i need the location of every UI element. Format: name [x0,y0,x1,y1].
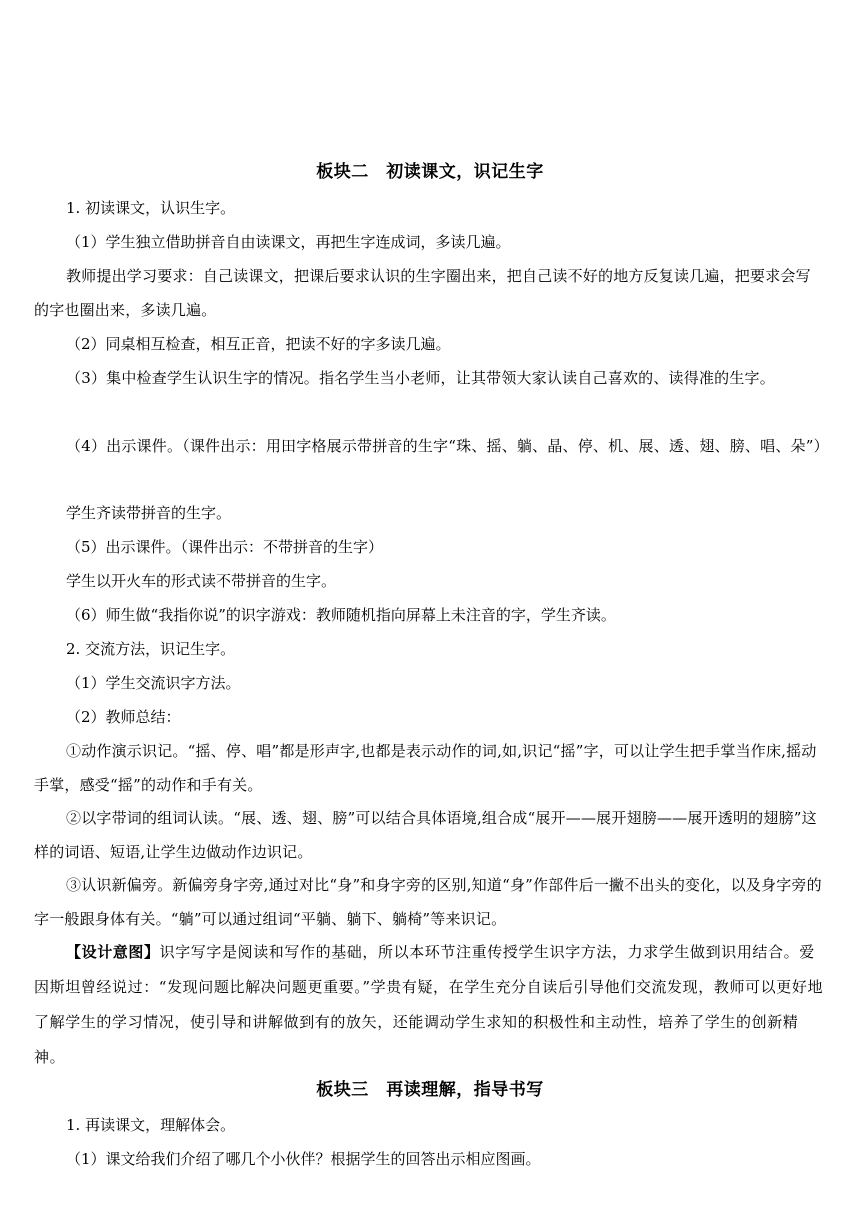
paragraph: ②以字带词的组词认读。“展、透、翅、膀”可以结合具体语境,组合成“展开——展开翅膀——展开透明的翅膀”这样的词语、短语,让学生边做动作边识记。 [34,809,817,861]
paragraph: 2. 交流方法，识记生字。 [66,640,236,658]
section-heading: 板块三 再读理解，指导书写 [316,1080,544,1100]
paragraph: 1. 初读课文，认识生字。 [66,199,236,217]
paragraph: 学生以开火车的形式读不带拼音的生字。 [66,572,337,590]
design-intent-label: 【设计意图】 [66,943,160,961]
paragraph: 1. 再读课文，理解体会。 [66,1116,236,1134]
paragraph: ①动作演示识记。“摇、停、唱”都是形声字,也都是表示动作的词,如,识记“摇”字，可以让学生把手掌当作床,摇动手掌，感受“摇”的动作和手有关。 [34,742,817,794]
paragraph: 教师提出学习要求：自己读课文，把课后要求认识的生字圈出来，把自己读不好的地方反复读几遍，把要求会写的字也圈出来，多读几遍。 [34,267,811,319]
paragraph: ③认识新偏旁。新偏旁身字旁,通过对比“身”和身字旁的区别,知道“身”作部件后一撇不出头的变化，以及身字旁的字一般跟身体有关。“躺”可以通过组词“平躺、躺下、躺椅”等来识记。 [34,876,822,928]
design-intent-text: 识字写字是阅读和写作的基础，所以本环节注重传授学生识字方法，力求学生做到识用结合。爱因斯坦曾经说过：“发现问题比解决问题更重要。”学贵有疑，在学生充分自读后引导他们交流发现，教师可以更好地了解学生的学习情况，使引导和讲解做到有的放矢，还能调动学生求知的积极性和主动性，培养了学生的创新精神。 [34,943,824,1066]
paragraph: （6）师生做“我指你说”的识字游戏：教师随机指向屏幕上未注音的字，学生齐读。 [66,606,616,624]
paragraph: （3）集中检查学生认识生字的情况。指名学生当小老师，让其带领大家认读自己喜欢的、读得准的生字。 [66,369,775,387]
paragraph: 学生齐读带拼音的生字。 [66,504,232,522]
paragraph: （2）教师总结： [66,708,181,726]
paragraph: （4）出示课件。（课件出示：用田字格展示带拼音的生字“珠、摇、躺、晶、停、机、展、透、翅、膀、唱、朵”） [66,437,829,455]
paragraph: （5）出示课件。（课件出示：不带拼音的生字） [66,538,384,556]
section-heading: 板块二 初读课文，识记生字 [316,162,544,182]
paragraph: （1）学生交流识字方法。 [66,674,241,692]
paragraph: （1）学生独立借助拼音自由读课文，再把生字连成词，多读几遍。 [66,233,511,251]
paragraph: （1）课文给我们介绍了哪几个小伙伴？根据学生的回答出示相应图画。 [66,1150,541,1168]
design-intent-paragraph [34,935,824,1075]
paragraph: （2）同桌相互检查，相互正音，把读不好的字多读几遍。 [66,335,451,353]
